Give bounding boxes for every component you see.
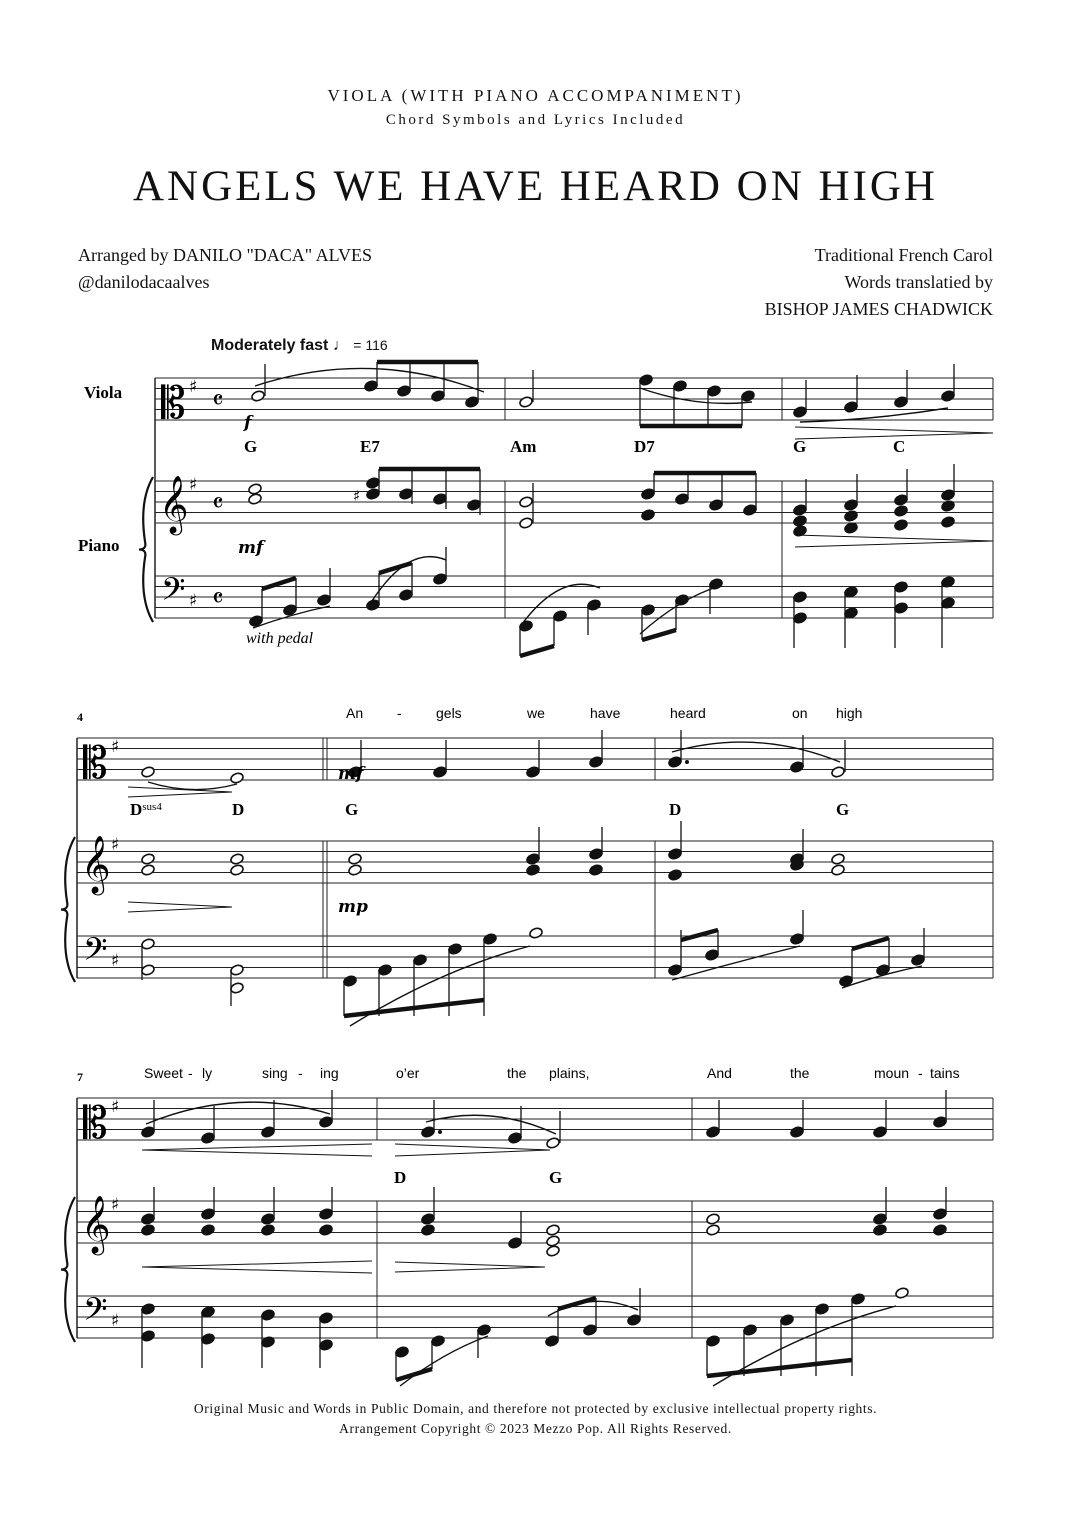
lyric-syllable: on [792, 705, 808, 721]
notehead [587, 599, 602, 612]
notehead [873, 1126, 888, 1139]
dot [685, 760, 689, 764]
note-beam [852, 938, 889, 949]
notehead [141, 938, 156, 951]
note-beam [707, 1360, 852, 1376]
measure-number: 4 [77, 710, 83, 724]
chord-symbol: C [893, 437, 906, 456]
notehead [793, 406, 808, 419]
notehead [319, 1208, 334, 1221]
notehead [668, 869, 683, 882]
notehead [230, 964, 245, 977]
notehead [433, 766, 448, 779]
notehead [741, 390, 756, 403]
notehead [319, 1224, 334, 1237]
sharp-sign: ♯ [111, 835, 120, 855]
notehead [201, 1333, 216, 1346]
dynamic-marking: f [244, 413, 252, 433]
notehead [519, 396, 534, 409]
notehead [793, 612, 808, 625]
notehead [627, 1314, 642, 1327]
notehead [248, 493, 263, 506]
notehead [941, 390, 956, 403]
slur [146, 1102, 330, 1124]
bass-clef: 𝄢 [161, 571, 186, 615]
notehead [261, 1213, 276, 1226]
slur [426, 1115, 556, 1134]
sharp-sign: ♯ [111, 951, 120, 971]
piano-brace [61, 1197, 75, 1342]
notehead [831, 853, 846, 866]
viola-label: Viola [84, 383, 123, 402]
notehead [317, 594, 332, 607]
notehead [873, 1224, 888, 1237]
notehead [397, 385, 412, 398]
lyric-syllable: ly [202, 1065, 213, 1081]
notehead [519, 620, 534, 633]
diminuendo-hairpin [395, 1262, 545, 1272]
chord-symbol: G [793, 437, 807, 456]
notehead [546, 1235, 561, 1248]
notehead [433, 573, 448, 586]
arranger-handle: @danilodacaalves [78, 272, 210, 292]
notehead [895, 1287, 910, 1300]
notehead [366, 488, 381, 501]
tempo-text: Moderately fast [211, 337, 329, 354]
notehead [413, 954, 428, 967]
lyric-syllable: And [707, 1065, 732, 1081]
notehead [421, 1224, 436, 1237]
notehead [364, 380, 379, 393]
diminuendo-hairpin [395, 1144, 550, 1156]
notehead [141, 1213, 156, 1226]
dynamic-marking: mf [338, 764, 364, 784]
notehead [911, 954, 926, 967]
notehead [395, 1346, 410, 1359]
notehead [201, 1208, 216, 1221]
notehead [933, 1208, 948, 1221]
notehead [668, 964, 683, 977]
notehead [705, 949, 720, 962]
notehead [431, 1335, 446, 1348]
notehead [483, 933, 498, 946]
diminuendo-hairpin [795, 535, 993, 547]
page-title: ANGELS WE HAVE HEARD ON HIGH [132, 163, 938, 210]
chord-lyrics-note: Chord Symbols and Lyrics Included [385, 112, 686, 128]
notehead [709, 499, 724, 512]
common-time-sign: 𝄴 [212, 584, 224, 614]
notehead [201, 1224, 216, 1237]
notehead [251, 390, 266, 403]
notehead [815, 1303, 830, 1316]
lyric-syllable: ing [320, 1065, 339, 1081]
notehead [261, 1224, 276, 1237]
notehead [141, 864, 156, 877]
slur [640, 388, 752, 403]
notehead [141, 1224, 156, 1237]
notehead [230, 982, 245, 995]
note-beam [642, 630, 676, 640]
lyric-syllable: gels [436, 705, 462, 721]
bass-clef: 𝄢 [83, 1291, 108, 1335]
notehead [790, 933, 805, 946]
note-beam [396, 1369, 432, 1380]
lyric-syllable: - [397, 705, 402, 721]
notehead [230, 864, 245, 877]
common-time-sign: 𝄴 [212, 489, 224, 519]
notehead [201, 1306, 216, 1319]
notehead [706, 1126, 721, 1139]
chord-symbol: D [232, 800, 245, 819]
notehead [844, 607, 859, 620]
notehead [546, 1224, 561, 1237]
chord-root: D [130, 800, 143, 819]
notehead [261, 1126, 276, 1139]
notehead [844, 499, 859, 512]
notehead [639, 374, 654, 387]
translation-credit: Words translatied by [844, 272, 993, 292]
notehead [141, 1330, 156, 1343]
note-beam [681, 930, 718, 940]
sharp-sign: ♯ [111, 1195, 120, 1215]
lyric-syllable: - [298, 1065, 303, 1081]
piano-brace [139, 477, 153, 622]
notehead [526, 766, 541, 779]
notehead [546, 1137, 561, 1150]
chord-symbol: G [549, 1168, 563, 1187]
sharp-sign: ♯ [189, 377, 198, 397]
notehead [141, 1126, 156, 1139]
lyric-syllable: have [590, 705, 621, 721]
notehead [831, 864, 846, 877]
notehead [844, 522, 859, 535]
notehead [431, 390, 446, 403]
slur [400, 1336, 488, 1386]
notehead [793, 504, 808, 517]
treble-clef: 𝄞 [81, 835, 111, 893]
notehead [399, 589, 414, 602]
notehead [743, 504, 758, 517]
pedal-instruction: with pedal [246, 630, 314, 647]
notehead [545, 1335, 560, 1348]
notehead [844, 510, 859, 523]
bass-clef: 𝄢 [83, 931, 108, 975]
notehead [641, 488, 656, 501]
sharp-sign: ♯ [111, 1097, 120, 1117]
notehead [941, 516, 956, 529]
notehead [780, 1314, 795, 1327]
notehead [248, 483, 263, 496]
note-beam [262, 578, 296, 589]
notehead [706, 1213, 721, 1226]
notehead [743, 1324, 758, 1337]
notehead [141, 1303, 156, 1316]
lyric-syllable: high [836, 705, 863, 721]
crescendo-hairpin [142, 1261, 372, 1273]
sharp-sign: ♯ [189, 475, 198, 495]
notehead [319, 1116, 334, 1129]
notehead [141, 964, 156, 977]
chord-symbol: D [394, 1168, 407, 1187]
crescendo-hairpin [142, 1144, 372, 1156]
notehead [319, 1339, 334, 1352]
lyric-syllable: the [790, 1065, 810, 1081]
notehead [589, 864, 604, 877]
sharp-sign: ♯ [111, 1311, 120, 1331]
translator-name: BISHOP JAMES CHADWICK [764, 299, 993, 319]
notehead [641, 604, 656, 617]
notehead [844, 586, 859, 599]
notehead [519, 496, 534, 509]
dot [438, 1130, 442, 1134]
arranger-name: Arranged by DANILO "DACA" ALVES [78, 245, 373, 265]
chord-symbol: D [669, 800, 682, 819]
dynamic-marking: mf [238, 538, 264, 558]
notehead [894, 581, 909, 594]
notehead [894, 505, 909, 518]
notehead [673, 380, 688, 393]
notehead [675, 493, 690, 506]
footer-copyright: Arrangement Copyright © 2023 Mezzo Pop. All Rights Reserved. [339, 1421, 732, 1436]
notehead [348, 864, 363, 877]
notehead [141, 853, 156, 866]
notehead [790, 1126, 805, 1139]
notehead [399, 488, 414, 501]
footer-public-domain: Original Music and Words in Public Domain, and therefore not protected by exclusive intellectual property rights. [193, 1401, 878, 1416]
notehead [261, 1309, 276, 1322]
notehead [201, 1132, 216, 1145]
notehead [851, 1293, 866, 1306]
lyric-syllable: - [188, 1065, 193, 1081]
tempo-bpm: = 116 [353, 337, 388, 353]
alto-clef: 𝄡 [83, 738, 108, 789]
chord-symbol: Am [510, 437, 537, 456]
notehead [508, 1237, 523, 1250]
notehead [378, 964, 393, 977]
notehead [348, 853, 363, 866]
notehead [477, 1324, 492, 1337]
common-time-sign: 𝄴 [212, 386, 224, 416]
notehead [583, 1324, 598, 1337]
notehead [668, 756, 683, 769]
piano-brace [61, 837, 75, 982]
notehead [706, 1335, 721, 1348]
note-beam [520, 646, 554, 656]
chord-symbol: G [244, 437, 258, 456]
slur [672, 946, 800, 980]
treble-clef: 𝄞 [159, 475, 189, 533]
notehead [553, 610, 568, 623]
notehead [707, 385, 722, 398]
measure-number: 7 [77, 1070, 83, 1084]
notehead [508, 1132, 523, 1145]
lyric-syllable: plains, [549, 1065, 590, 1081]
notehead [230, 772, 245, 785]
notehead [589, 848, 604, 861]
notehead [668, 848, 683, 861]
lyric-syllable: tains [930, 1065, 960, 1081]
notehead [933, 1116, 948, 1129]
slur [548, 1301, 638, 1316]
notehead [894, 519, 909, 532]
quarter-note-icon: ♩ [332, 337, 349, 354]
notehead [793, 591, 808, 604]
notehead [873, 1213, 888, 1226]
sharp-sign: ♯ [189, 591, 198, 611]
chord-symbol [130, 800, 162, 819]
notehead [421, 1213, 436, 1226]
lyric-syllable: Sweet [144, 1065, 183, 1081]
instrumentation-subtitle: VIOLA (WITH PIANO ACCOMPANIMENT) [327, 86, 744, 105]
notehead [519, 517, 534, 530]
alto-clef: 𝄡 [161, 378, 186, 429]
notehead [467, 499, 482, 512]
notehead [831, 766, 846, 779]
dynamic-marking: mp [338, 897, 368, 917]
notehead [141, 766, 156, 779]
lyric-syllable: o’er [396, 1065, 420, 1081]
notehead [421, 1126, 436, 1139]
lyric-syllable: the [507, 1065, 527, 1081]
notehead [319, 1312, 334, 1325]
notehead [589, 756, 604, 769]
notehead [465, 396, 480, 409]
notehead [844, 401, 859, 414]
notehead [894, 602, 909, 615]
notehead [894, 396, 909, 409]
notehead [933, 1224, 948, 1237]
sharp-sign: ♯ [353, 487, 361, 505]
chord-symbol: D7 [634, 437, 655, 456]
notehead [706, 1224, 721, 1237]
chord-suffix: sus4 [142, 801, 162, 813]
notehead [448, 943, 463, 956]
lyric-syllable: sing [262, 1065, 288, 1081]
treble-clef: 𝄞 [81, 1195, 111, 1253]
notehead [526, 864, 541, 877]
lyric-syllable: we [527, 705, 545, 721]
notehead [793, 515, 808, 528]
notehead [941, 489, 956, 502]
notehead [230, 853, 245, 866]
notehead [366, 477, 381, 490]
notehead [894, 494, 909, 507]
notehead [343, 975, 358, 988]
lyric-syllable: An [346, 705, 364, 721]
notehead [526, 853, 541, 866]
notehead [641, 509, 656, 522]
notehead [529, 927, 544, 940]
lyric-syllable: heard [670, 705, 706, 721]
chord-symbol: E7 [360, 437, 380, 456]
alto-clef: 𝄡 [83, 1098, 108, 1149]
notehead [546, 1245, 561, 1258]
notehead [790, 761, 805, 774]
sharp-sign: ♯ [111, 737, 120, 757]
lyric-syllable: moun [874, 1065, 910, 1081]
origin-credit: Traditional French Carol [814, 245, 993, 265]
lyric-syllable: - [918, 1065, 923, 1081]
diminuendo-hairpin [128, 902, 232, 912]
chord-symbol: G [836, 800, 850, 819]
piano-label: Piano [78, 536, 120, 555]
notehead [433, 493, 448, 506]
chord-symbol: G [345, 800, 359, 819]
